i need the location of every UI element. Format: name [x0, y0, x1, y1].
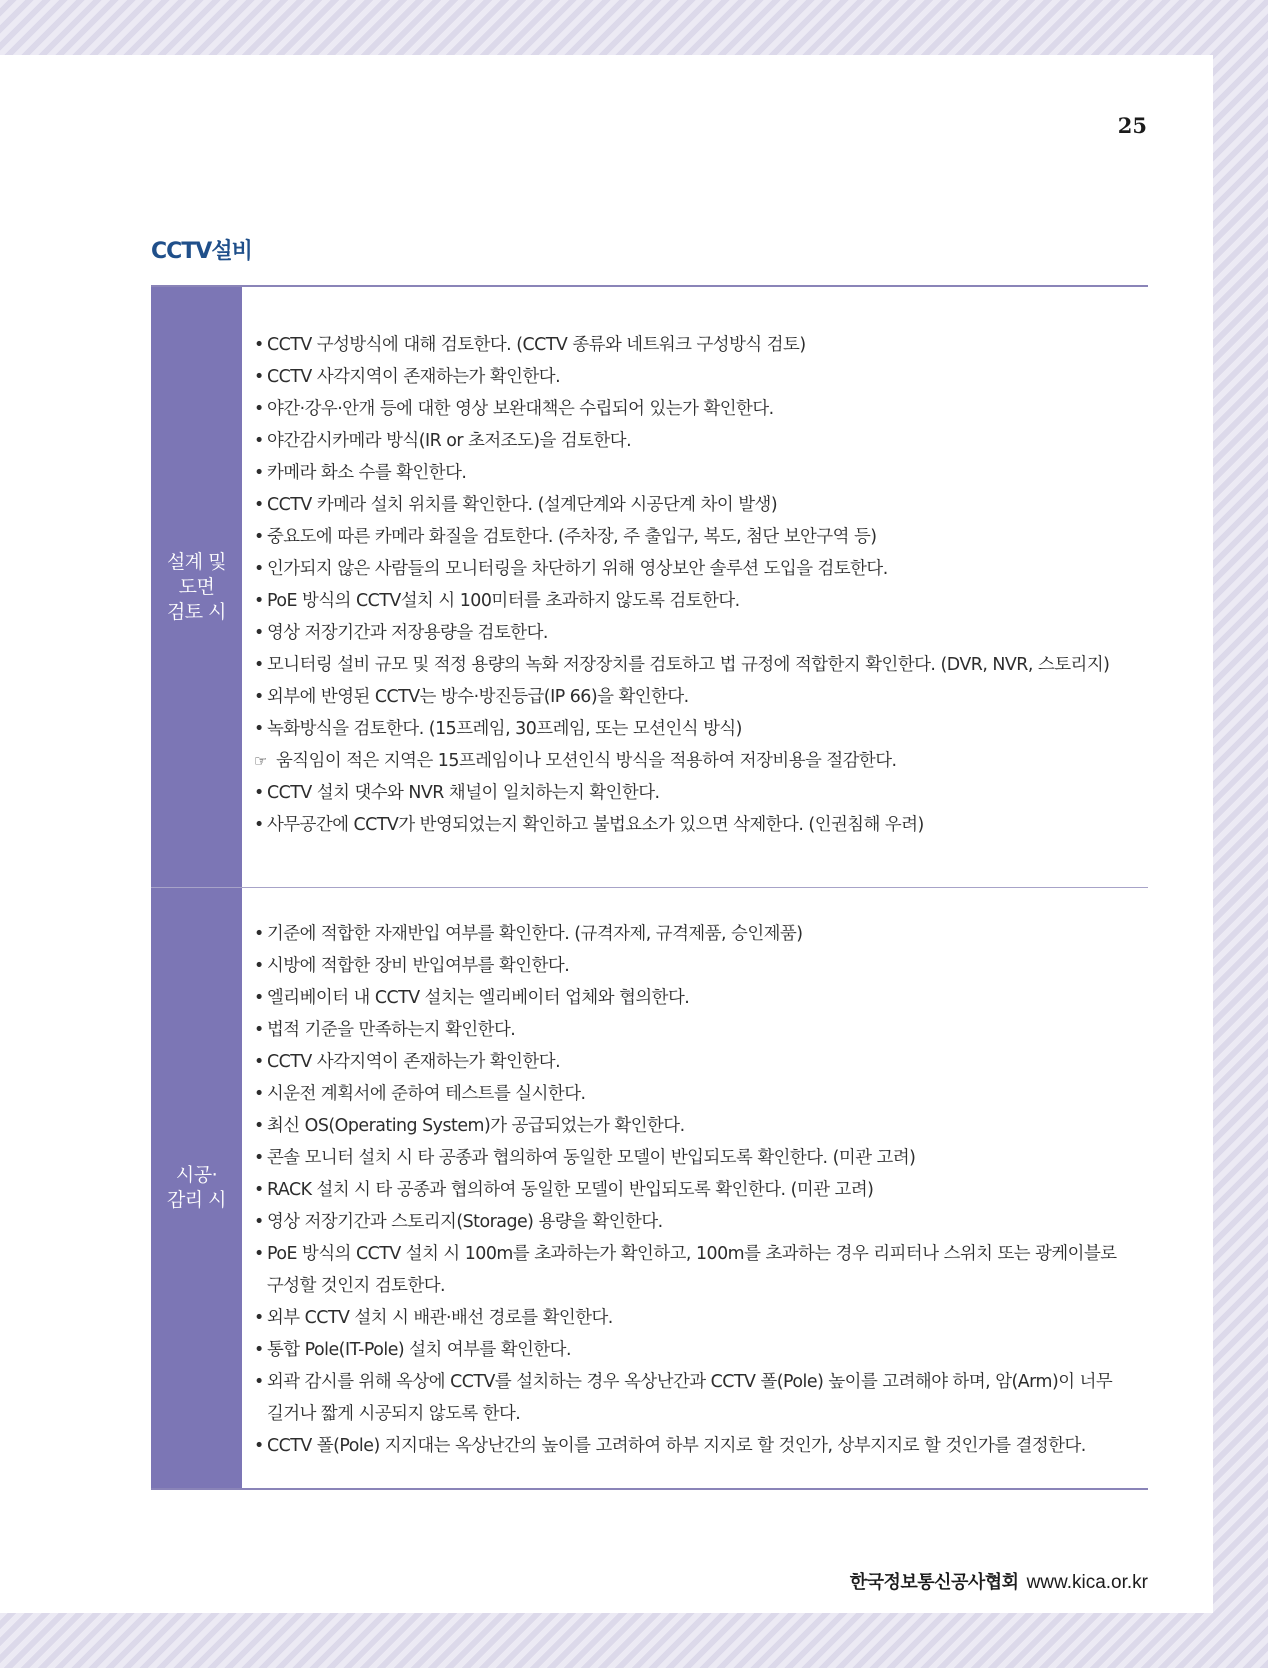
checklist-item: • 야간·강우·안개 등에 대한 영상 보완대책은 수립되어 있는가 확인한다. — [254, 393, 1126, 425]
checklist-item: • 엘리베이터 내 CCTV 설치는 엘리베이터 업체와 협의한다. — [254, 982, 1126, 1014]
checklist-item: • 모니터링 설비 규모 및 적정 용량의 녹화 저장장치를 검토하고 법 규정에 적합한지 확인한다. (DVR, NVR, 스토리지) — [254, 649, 1126, 681]
checklist-item: • 사무공간에 CCTV가 반영되었는지 확인하고 불법요소가 있으면 삭제한다. (인권침해 우려) — [254, 809, 1126, 841]
checklist-item: • 영상 저장기간과 저장용량을 검토한다. — [254, 617, 1126, 649]
checklist-item: • 최신 OS(Operating System)가 공급되었는가 확인한다. — [254, 1110, 1126, 1142]
checklist-item: • 외부에 반영된 CCTV는 방수·방진등급(IP 66)을 확인한다. — [254, 681, 1126, 713]
checklist-item: • CCTV 폴(Pole) 지지대는 옥상난간의 높이를 고려하여 하부 지지로 할 것인가, 상부지지로 할 것인가를 결정한다. — [254, 1430, 1126, 1462]
checklist-item: • 녹화방식을 검토한다. (15프레임, 30프레임, 또는 모션인식 방식) — [254, 713, 1126, 745]
row-content-design-review — [242, 287, 1148, 887]
document-page — [0, 55, 1213, 1613]
page-footer — [850, 1568, 1148, 1594]
checklist-item: • 인가되지 않은 사람들의 모니터링을 차단하기 위해 영상보안 솔루션 도입을 검토한다. — [254, 553, 1126, 585]
checklist-item: • 콘솔 모니터 설치 시 타 공종과 협의하여 동일한 모델이 반입되도록 확인한다. (미관 고려) — [254, 1142, 1126, 1174]
checklist-item: • CCTV 카메라 설치 위치를 확인한다. (설계단계와 시공단계 차이 발생) — [254, 489, 1126, 521]
checklist-design-review — [254, 329, 1126, 841]
checklist-item: • 시방에 적합한 장비 반입여부를 확인한다. — [254, 950, 1126, 982]
row-content-construction-supervision — [242, 888, 1148, 1488]
checklist-item: • 야간감시카메라 방식(IR or 초저조도)을 검토한다. — [254, 425, 1126, 457]
checklist-item: • 통합 Pole(IT-Pole) 설치 여부를 확인한다. — [254, 1334, 1126, 1366]
checklist-construction-supervision — [254, 918, 1126, 1462]
checklist-item: • 외곽 감시를 위해 옥상에 CCTV를 설치하는 경우 옥상난간과 CCTV 폴(Pole) 높이를 고려해야 하며, 암(Arm)이 너무 길거나 짧게 시공되지 않도록 한다. — [254, 1366, 1126, 1430]
checklist-item: • CCTV 설치 댓수와 NVR 채널이 일치하는지 확인한다. — [254, 777, 1126, 809]
checklist-item: • 영상 저장기간과 스토리지(Storage) 용량을 확인한다. — [254, 1206, 1126, 1238]
review-checklist-table — [151, 285, 1148, 1490]
checklist-item: • PoE 방식의 CCTV 설치 시 100m를 초과하는가 확인하고, 100m를 초과하는 경우 리피터나 스위치 또는 광케이블로 구성할 것인지 검토한다. — [254, 1238, 1126, 1302]
page-number: 25 — [1117, 113, 1147, 138]
checklist-item: • 법적 기준을 만족하는지 확인한다. — [254, 1014, 1126, 1046]
checklist-item: • 기준에 적합한 자재반입 여부를 확인한다. (규격자제, 규격제품, 승인제품) — [254, 918, 1126, 950]
checklist-item: • CCTV 구성방식에 대해 검토한다. (CCTV 종류와 네트워크 구성방식 검토) — [254, 329, 1126, 361]
checklist-item: • PoE 방식의 CCTV설치 시 100미터를 초과하지 않도록 검토한다. — [254, 585, 1126, 617]
checklist-item: • CCTV 사각지역이 존재하는가 확인한다. — [254, 1046, 1126, 1078]
section-title: CCTV설비 — [151, 239, 252, 264]
table-row-design-review — [151, 287, 1148, 887]
checklist-item: • RACK 설치 시 타 공종과 협의하여 동일한 모델이 반입되도록 확인한다. (미관 고려) — [254, 1174, 1126, 1206]
checklist-item: • 중요도에 따른 카메라 화질을 검토한다. (주차장, 주 출입구, 복도, 첨단 보안구역 등) — [254, 521, 1126, 553]
checklist-item: • CCTV 사각지역이 존재하는가 확인한다. — [254, 361, 1126, 393]
checklist-item: • 카메라 화소 수를 확인한다. — [254, 457, 1126, 489]
row-label-construction-supervision: 시공· 감리 시 — [151, 888, 242, 1488]
footer-organization: 한국정보통신공사협회 — [849, 1572, 1019, 1593]
footer-url-link[interactable]: www.kica.or.kr — [1026, 1572, 1148, 1593]
row-label-design-review: 설계 및 도면 검토 시 — [151, 287, 242, 887]
checklist-note: ☞ 움직임이 적은 지역은 15프레임이나 모션인식 방식을 적용하여 저장비용을 절감한다. — [254, 745, 1126, 777]
checklist-item: • 시운전 계획서에 준하여 테스트를 실시한다. — [254, 1078, 1126, 1110]
checklist-item: • 외부 CCTV 설치 시 배관·배선 경로를 확인한다. — [254, 1302, 1126, 1334]
table-row-construction-supervision — [151, 887, 1148, 1488]
